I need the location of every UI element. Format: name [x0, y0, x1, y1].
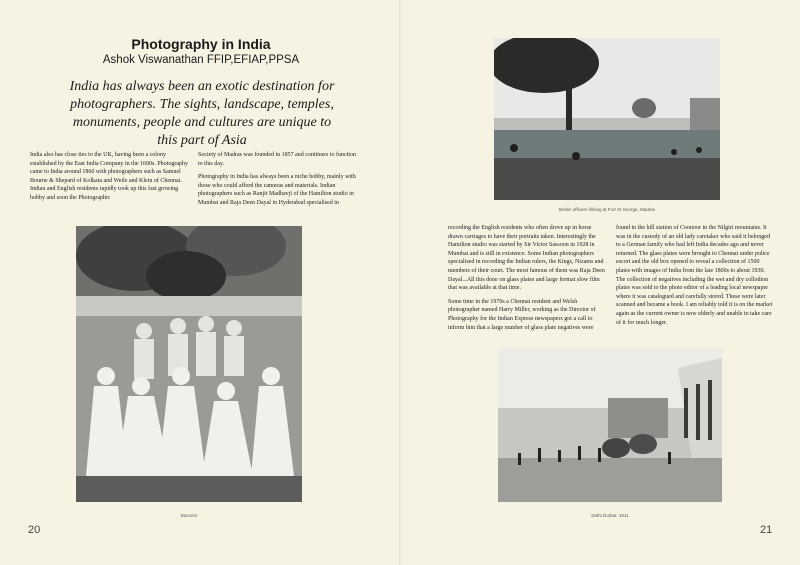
right-column-1	[448, 224, 606, 337]
left-column-1	[30, 151, 188, 208]
dancers-photo	[76, 226, 302, 502]
page-number-left: 20	[28, 524, 41, 536]
body-paragraph: Photography in India has always been a niche hobby, mainly with those who could afford the cameras and materials. Indian photographers such as Ranjit Madhavji of the Hamilton studio in Mumbai and Raja Deen Dayal in Hyderabad specialised in	[198, 174, 356, 206]
fort-st-george-photo	[494, 38, 720, 200]
body-paragraph: Some time in the 1970s a Chennai resident and Welsh photographer named Harry Miller, working as the Director of Photography for the Indian Express newspapers got a call to inform him that a large number of glass plate negatives were	[448, 298, 596, 331]
body-paragraph: recording the English residents who often drove up in horse drawn carriages to have their portraits taken. Interestingly the Hamilton studio was started by Sir Victor Sassoon in 1928 in Mumbai and is still in existence. Some Indian photographers specialised in recording the Indian rulers, the Kings, Nizams and members of their court. The most famous of them was Raja Deen Dayal...All this done on glass plates and large format slow film that was available at that time.	[448, 225, 605, 292]
dancers-photo-caption: Dancers	[180, 513, 198, 518]
right-column-2	[616, 224, 774, 332]
fort-st-george-photo-image	[494, 38, 720, 200]
delhi-durbar-photo-caption: Delhi Durbar, 1911	[591, 513, 629, 518]
right-page	[400, 0, 800, 565]
article-title: Photography in India	[131, 36, 271, 52]
body-paragraph: Society of Madras was founded in 1857 and continues to function to this day.	[198, 152, 356, 167]
article-intro: India has always been an exotic destination for photographers. The sights, landscape, temples, monuments, people and cultures are unique to this part of Asia	[69, 79, 335, 148]
body-paragraph: found in the hill station of Coonoor in the Nilgiri mountains. It was in the custody of an old lady caretaker who said it belonged to a German family who had left India decades ago and never returned. The glass plates were brought to Chennai under police escort and the old box opened to reveal a collection of 1500 plates with images of India from the late 1800s to about 1930. The collection of negatives including the wet and dry collodion plates was sold to the photo editor of a leading local newspaper where it was catalogued and carefully stored. These were later scanned and became a book. I am reliably told it is on the market again as the current owner is now elderly and unable to take care of it for much longer.	[616, 225, 773, 326]
delhi-durbar-photo-image	[498, 348, 722, 502]
article-author: Ashok Viswanathan FFIP,EFIAP,PPSA	[102, 54, 300, 66]
delhi-durbar-photo	[498, 348, 722, 502]
page-number-right: 21	[760, 524, 773, 536]
body-paragraph: India also has close ties to the UK, having been a colony established by the East India Company in the 1600s. Photography came to India around 1860 with photographers such as Samuel Bourne & Shepard of Kolkata and Weile and Klein of Chennai. Indian and English residents rapidly took up this fast growing hobby and soon the Photographic	[30, 152, 188, 201]
left-column-2	[198, 151, 358, 213]
dancers-photo-image	[76, 226, 302, 502]
fort-st-george-photo-caption: British officers fishing at Fort St George, Madras	[559, 207, 655, 212]
